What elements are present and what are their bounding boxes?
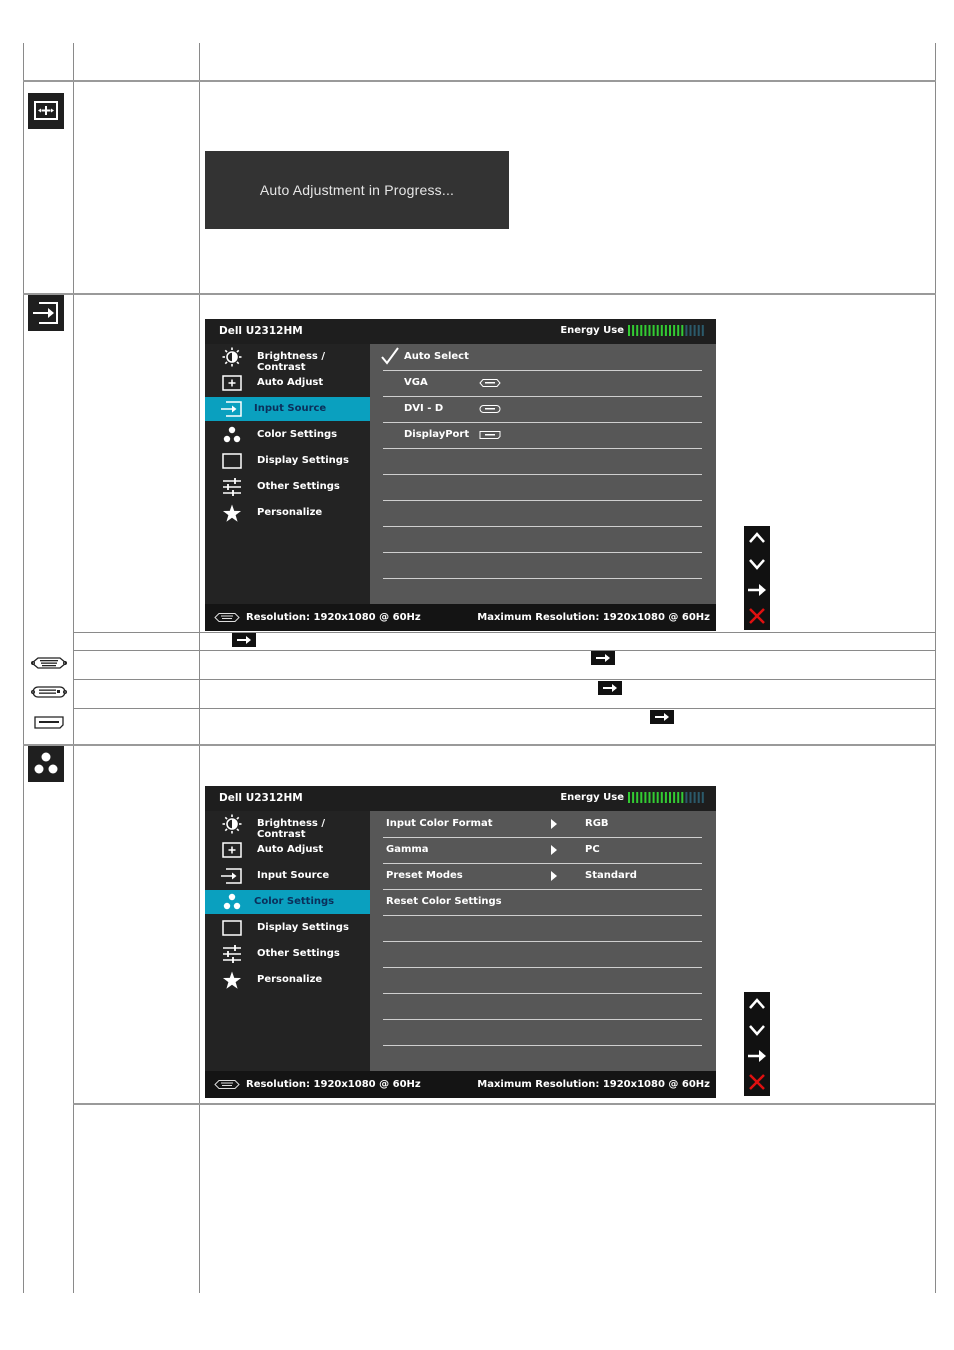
osd-menu-label: Color Settings	[257, 429, 338, 440]
osd-option-label: DisplayPort	[404, 429, 470, 440]
row-divider	[73, 650, 936, 651]
row-divider	[73, 632, 936, 633]
osd-option-row[interactable]	[383, 837, 702, 864]
osd-menu-item[interactable]	[205, 838, 370, 862]
other-settings-icon	[221, 944, 243, 964]
dvi-connector-icon	[479, 404, 501, 414]
osd-menu-label: Input Source	[257, 870, 330, 881]
dvi-connector-icon	[30, 685, 68, 704]
vga-connector-icon	[214, 612, 240, 623]
osd-option-value: Standard	[585, 870, 637, 881]
enter-button[interactable]	[744, 578, 770, 602]
up-button[interactable]	[744, 992, 770, 1016]
osd-main-menu	[205, 344, 370, 604]
submenu-arrow-icon	[551, 819, 557, 829]
osd-nav-buttons	[744, 992, 770, 1096]
row-divider	[73, 1103, 936, 1105]
star-icon	[221, 970, 243, 990]
enter-button[interactable]	[744, 1044, 770, 1068]
osd-menu-item[interactable]	[205, 423, 370, 447]
osd-menu-item[interactable]	[205, 449, 370, 473]
maximum-resolution: Maximum Resolution: 1920x1080 @ 60Hz	[477, 612, 710, 623]
auto-adjust-icon	[221, 373, 243, 393]
vga-connector-icon	[479, 378, 501, 388]
table-border-right	[935, 43, 936, 1293]
input-source-icon	[221, 399, 243, 419]
osd-menu-item[interactable]	[205, 371, 370, 395]
osd-menu-label: Personalize	[257, 507, 323, 518]
osd-menu-item[interactable]	[205, 864, 370, 888]
osd-option-value: PC	[585, 844, 600, 855]
energy-use-label: Energy Use	[560, 792, 624, 803]
osd-submenu	[370, 344, 716, 604]
osd-option-row	[383, 552, 702, 579]
osd-option-row	[383, 941, 702, 968]
exit-button[interactable]	[744, 1070, 770, 1094]
osd-option-row	[383, 967, 702, 994]
osd-submenu	[370, 811, 716, 1071]
osd-menu-label: Color Settings	[254, 896, 335, 907]
right-arrow-icon	[232, 633, 256, 647]
osd-menu-label: Other Settings	[257, 481, 340, 492]
display-settings-icon	[221, 918, 243, 938]
osd-option-row[interactable]	[383, 396, 702, 423]
osd-menu-item[interactable]	[205, 501, 370, 525]
osd-menu-item[interactable]	[205, 890, 370, 914]
row-divider	[23, 293, 936, 295]
maximum-resolution: Maximum Resolution: 1920x1080 @ 60Hz	[477, 1079, 710, 1090]
color-settings-icon	[28, 746, 64, 782]
right-arrow-icon	[650, 710, 674, 724]
osd-option-label: Gamma	[386, 844, 429, 855]
table-col-divider-2	[199, 43, 200, 1293]
osd-main-menu	[205, 811, 370, 1071]
osd-menu-item[interactable]	[205, 812, 370, 840]
energy-meter	[628, 792, 706, 803]
osd-menu-item[interactable]	[205, 916, 370, 940]
displayport-connector-icon	[479, 430, 501, 440]
osd-option-row[interactable]	[383, 811, 702, 838]
right-arrow-icon	[598, 681, 622, 695]
osd-option-row	[383, 474, 702, 501]
osd-option-row[interactable]	[383, 370, 702, 397]
osd-menu-item[interactable]	[205, 345, 370, 373]
osd-menu-label: Brightness / Contrast	[257, 818, 325, 840]
osd-option-row	[383, 1019, 702, 1046]
displayport-connector-icon	[31, 715, 67, 734]
auto-adjust-icon	[28, 93, 64, 129]
osd-option-label: Reset Color Settings	[386, 896, 502, 907]
other-settings-icon	[221, 477, 243, 497]
vga-connector-icon	[214, 1079, 240, 1090]
checkmark-icon	[380, 347, 400, 365]
osd-option-row[interactable]	[383, 863, 702, 890]
submenu-arrow-icon	[551, 845, 557, 855]
row-divider	[73, 679, 936, 680]
energy-use-label: Energy Use	[560, 325, 624, 336]
osd-model-title: Dell U2312HM	[219, 792, 303, 804]
osd-menu-label: Personalize	[257, 974, 323, 985]
osd-footer	[205, 1071, 716, 1098]
osd-menu-item[interactable]	[205, 942, 370, 966]
osd-option-label: VGA	[404, 377, 428, 388]
down-button[interactable]	[744, 1018, 770, 1042]
auto-adjust-icon	[221, 840, 243, 860]
osd-footer	[205, 604, 716, 631]
color-settings-icon	[221, 892, 243, 912]
row-divider	[23, 744, 936, 746]
osd-input-source	[205, 319, 716, 631]
right-arrow-icon	[591, 651, 615, 665]
vga-connector-icon	[30, 656, 68, 675]
osd-option-row	[383, 448, 702, 475]
display-settings-icon	[221, 451, 243, 471]
osd-menu-label: Other Settings	[257, 948, 340, 959]
osd-option-label: Auto Select	[404, 351, 469, 362]
energy-meter	[628, 325, 706, 336]
osd-option-row[interactable]	[383, 889, 702, 916]
input-source-icon	[221, 866, 243, 886]
osd-menu-item[interactable]	[205, 397, 370, 421]
auto-adjustment-message: Auto Adjustment in Progress...	[205, 151, 509, 229]
osd-option-label: DVI - D	[404, 403, 444, 414]
osd-option-label: Input Color Format	[386, 818, 493, 829]
osd-menu-item[interactable]	[205, 968, 370, 992]
brightness-icon	[221, 347, 243, 367]
osd-menu-item[interactable]	[205, 475, 370, 499]
table-col-divider-1	[73, 43, 74, 1293]
osd-option-row	[383, 526, 702, 553]
osd-color-settings	[205, 786, 716, 1098]
brightness-icon	[221, 814, 243, 834]
osd-option-row[interactable]	[383, 344, 702, 371]
osd-option-row	[383, 993, 702, 1020]
osd-menu-label: Display Settings	[257, 455, 349, 466]
exit-button[interactable]	[744, 604, 770, 628]
osd-menu-label: Input Source	[254, 403, 327, 414]
osd-option-row	[383, 500, 702, 527]
osd-menu-label: Auto Adjust	[257, 377, 324, 388]
osd-menu-label: Display Settings	[257, 922, 349, 933]
table-border-left	[23, 43, 24, 1293]
down-button[interactable]	[744, 552, 770, 576]
current-resolution: Resolution: 1920x1080 @ 60Hz	[246, 612, 421, 623]
osd-option-row[interactable]	[383, 422, 702, 449]
submenu-arrow-icon	[551, 871, 557, 881]
row-divider	[73, 708, 936, 709]
osd-option-row	[383, 915, 702, 942]
current-resolution: Resolution: 1920x1080 @ 60Hz	[246, 1079, 421, 1090]
color-settings-icon	[221, 425, 243, 445]
row-divider	[23, 80, 936, 82]
input-source-icon	[28, 295, 64, 331]
osd-option-value: RGB	[585, 818, 609, 829]
star-icon	[221, 503, 243, 523]
osd-menu-label: Auto Adjust	[257, 844, 324, 855]
osd-nav-buttons	[744, 526, 770, 630]
osd-model-title: Dell U2312HM	[219, 325, 303, 337]
osd-menu-label: Brightness / Contrast	[257, 351, 325, 373]
osd-option-label: Preset Modes	[386, 870, 463, 881]
up-button[interactable]	[744, 526, 770, 550]
